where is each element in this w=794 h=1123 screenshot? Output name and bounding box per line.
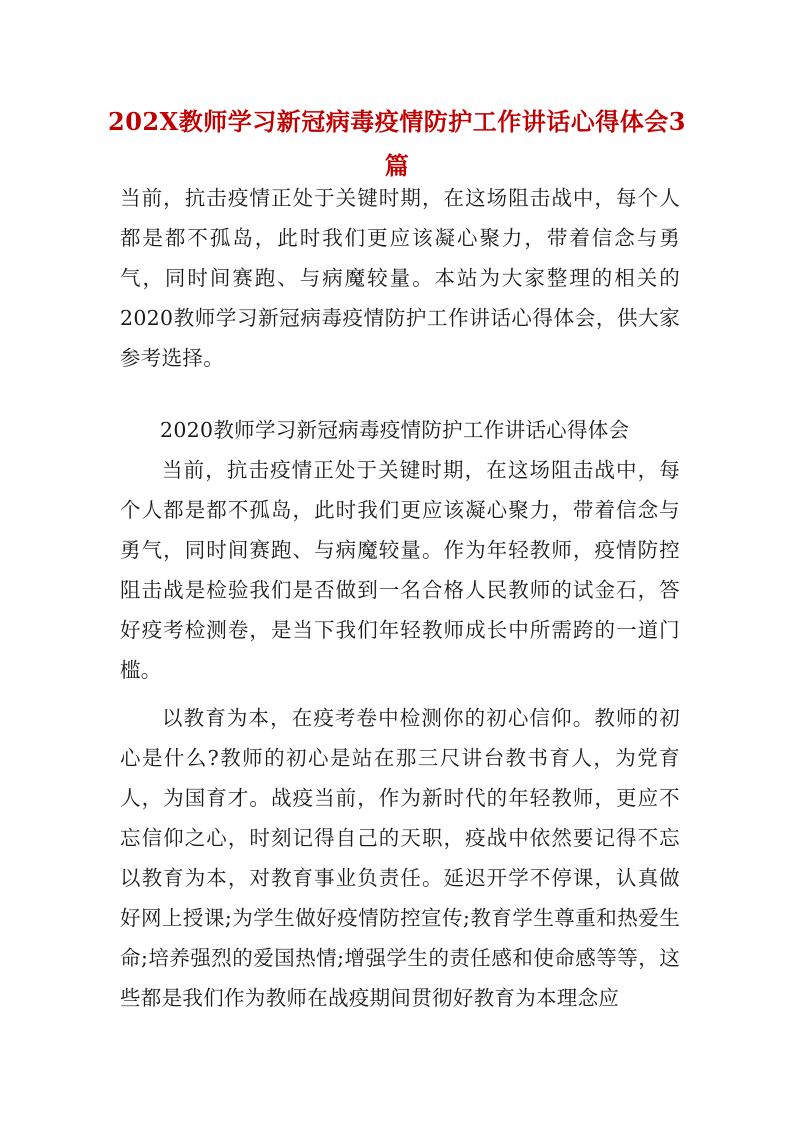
intro-paragraph: 当前，抗击疫情正处于关键时期，在这场阻击战中，每个人都是都不孤岛，此时我们更应该凝心聚力，带着信念与勇气，同时间赛跑、与病魔较量。本站为大家整理的相关的2020教师学习新冠病毒疫情防护工作讲话心得体会，供大家参考选择。: [120, 186, 680, 370]
document-title-line-2: 篇: [384, 151, 410, 180]
document-title: [100, 100, 694, 188]
body-paragraph-2: 以教育为本，在疫考卷中检测你的初心信仰。教师的初心是什么?教师的初心是站在那三尺讲台教书育人，为党育人，为国育才。战疫当前，作为新时代的年轻教师，更应不忘信仰之心，时刻记得自己的天职，疫战中依然要记得不忘以教育为本，对教育事业负责任。延迟开学不停课，认真做好网上授课;为学生做好疫情防控宣传;教育学生尊重和热爱生命;培养强烈的爱国热情;增强学生的责任感和使命感等等，这些都是我们作为教师在战疫期间贯彻好教育为本理念应: [120, 706, 680, 1010]
body-paragraph-1: 当前，抗击疫情正处于关键时期，在这场阻击战中，每个人都是都不孤岛，此时我们更应该凝心聚力，带着信念与勇气，同时间赛跑、与病魔较量。作为年轻教师，疫情防控阻击战是检验我们是否做到一名合格人民教师的试金石，答好疫考检测卷，是当下我们年轻教师成长中所需跨的一道门槛。: [120, 458, 680, 682]
document-title-line-1: 202X教师学习新冠病毒疫情防护工作讲话心得体会3: [108, 107, 686, 136]
article-subtitle: 2020教师学习新冠病毒疫情防护工作讲话心得体会: [160, 418, 630, 442]
